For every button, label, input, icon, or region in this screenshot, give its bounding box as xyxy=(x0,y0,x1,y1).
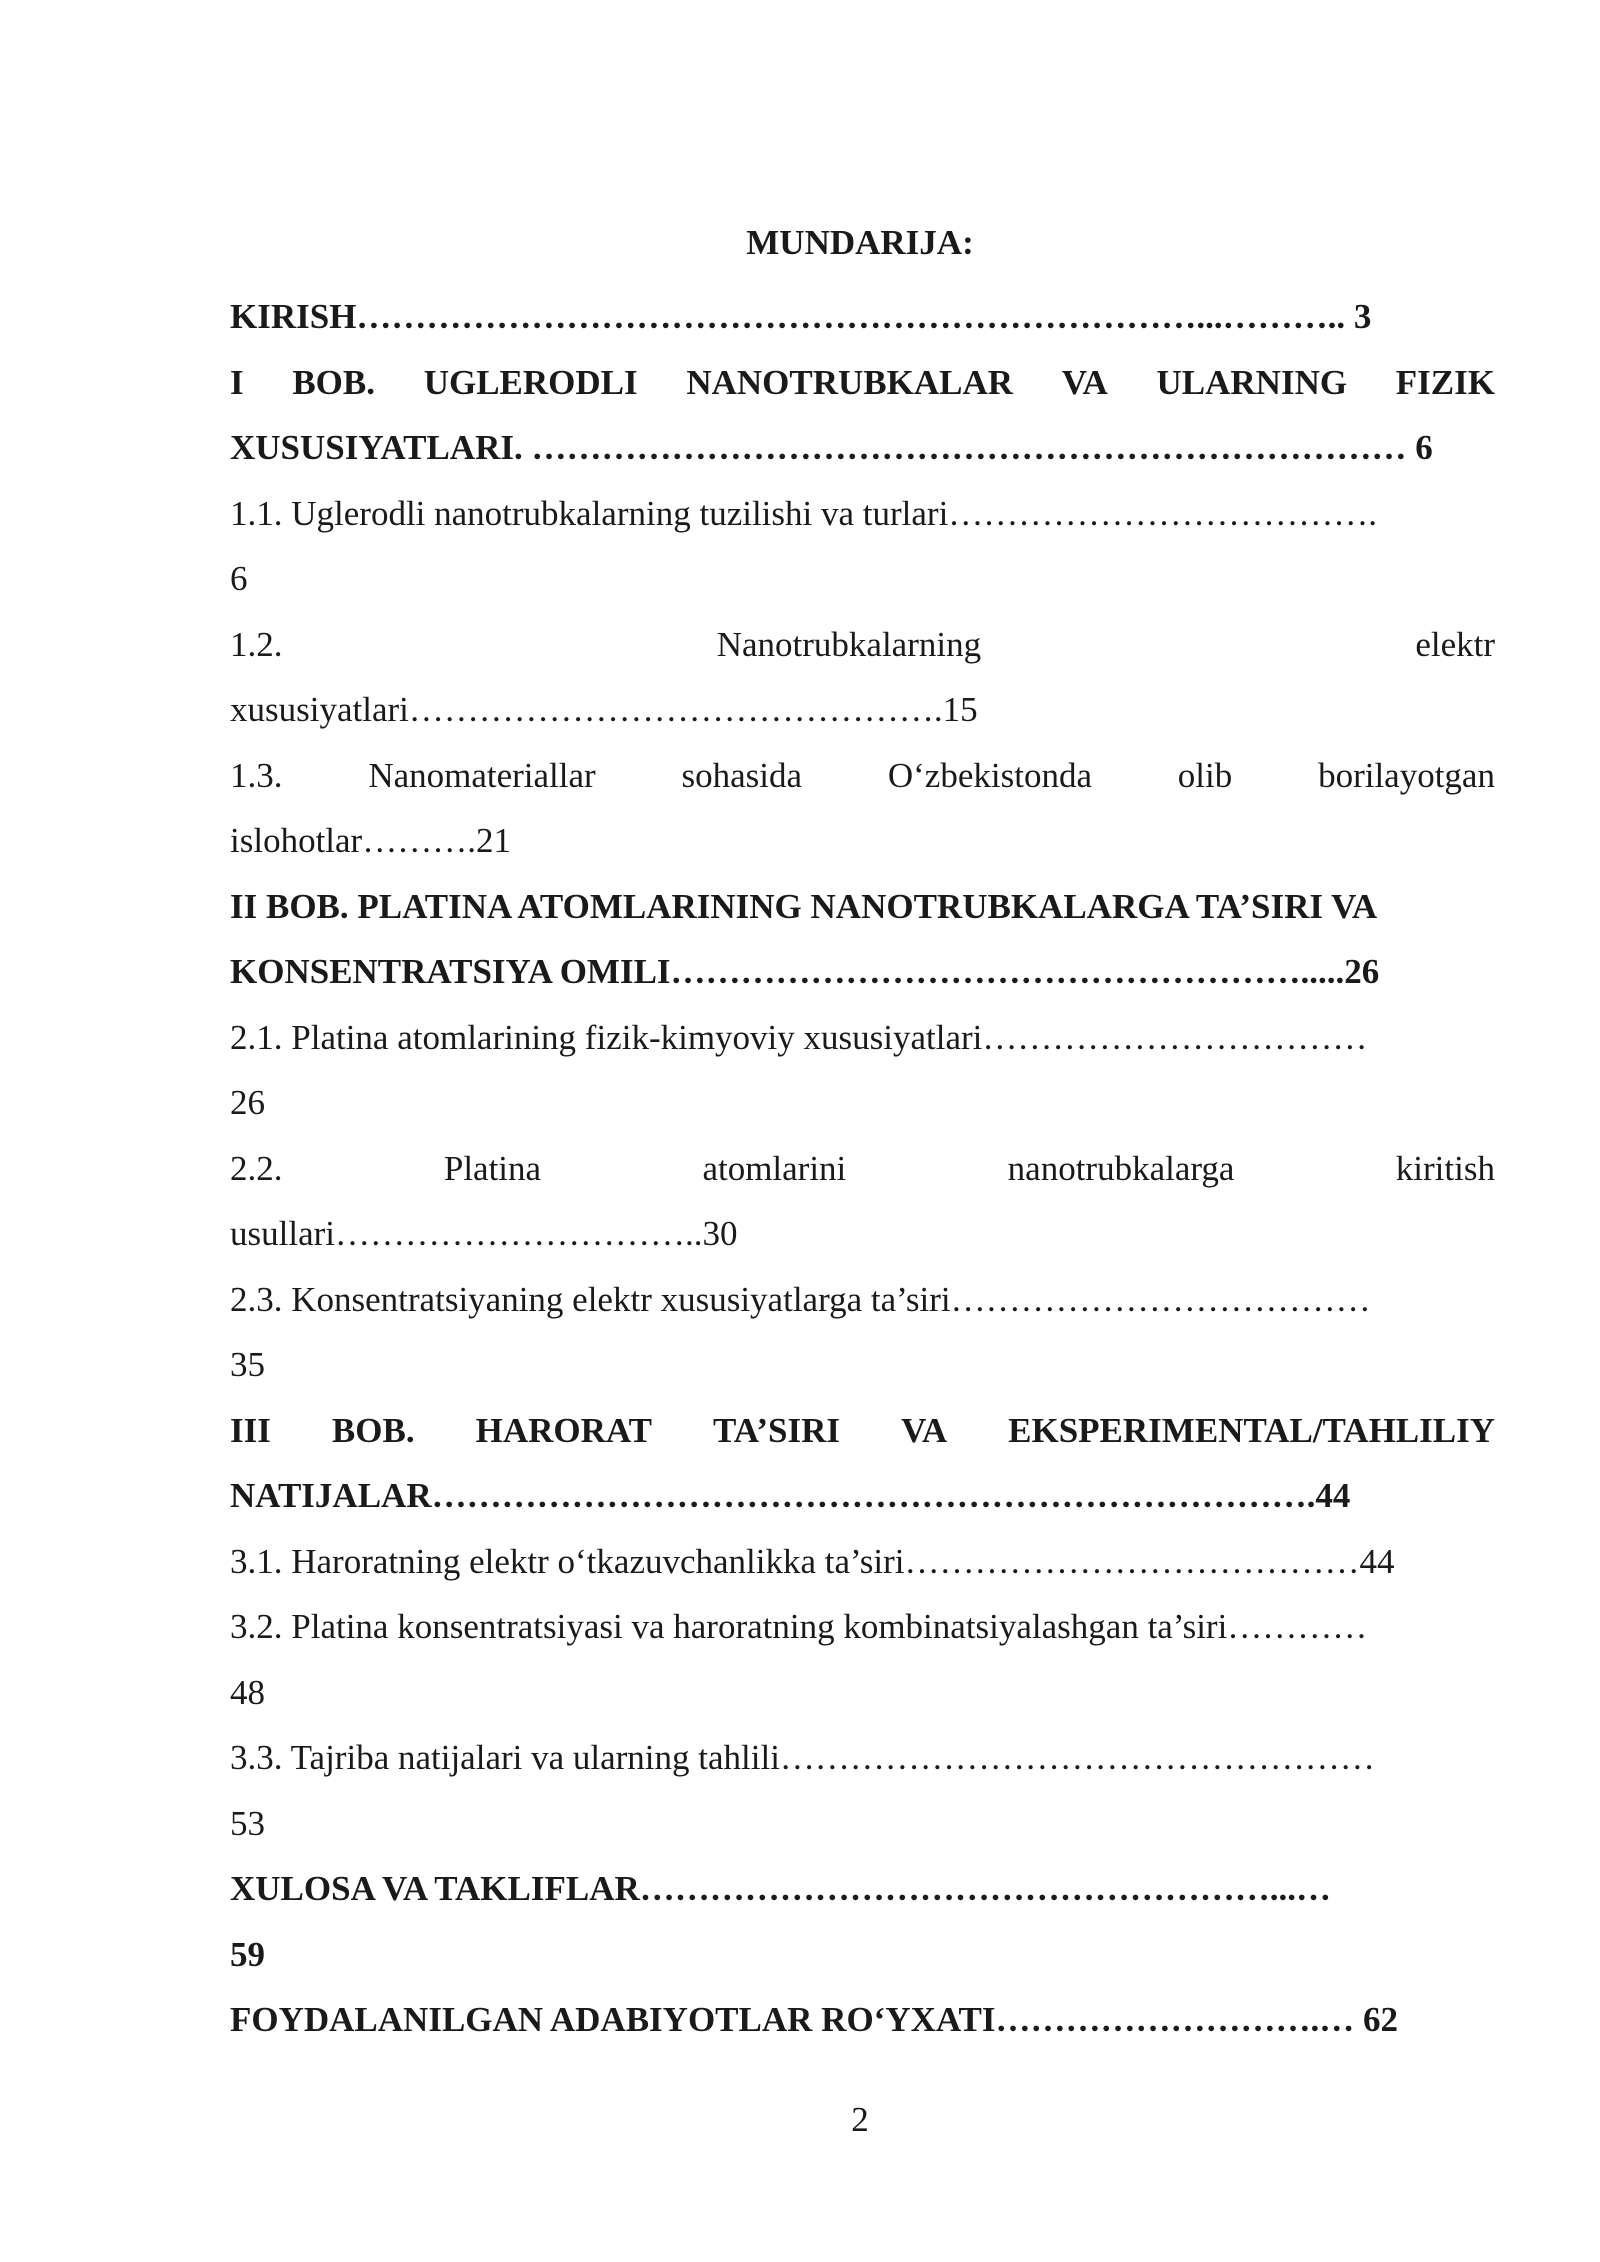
toc-word: borilayotgan xyxy=(1318,755,1495,795)
toc-word: nanotrubkalarga xyxy=(1007,1148,1235,1188)
toc-entry-2-2-line-2: usullari…………………………..30 xyxy=(230,1214,738,1253)
toc-word: III xyxy=(230,1410,271,1450)
toc-word: BOB. xyxy=(331,1410,415,1450)
toc-word: I xyxy=(230,362,244,402)
toc-entry-2-3-page: 35 xyxy=(230,1345,265,1384)
toc-word: EKSPERIMENTAL/TAHLILIY xyxy=(1008,1410,1495,1450)
page-number: 2 xyxy=(851,2100,869,2139)
toc-entry-chapter-3-line-1 xyxy=(230,1398,1495,1464)
toc-word: Nanotrubkalarning xyxy=(716,624,982,664)
toc-word: O‘zbekistonda xyxy=(887,755,1092,795)
toc-entry-2-1-page: 26 xyxy=(230,1083,265,1122)
toc-word: VA xyxy=(901,1410,948,1450)
toc-word: 2.2. xyxy=(230,1148,283,1188)
toc-word: Platina xyxy=(443,1148,542,1188)
toc-title: MUNDARIJA: xyxy=(746,223,974,262)
toc-entry-3-3-page: 53 xyxy=(230,1803,265,1843)
toc-entry-chapter-1-line-1 xyxy=(230,350,1495,416)
toc-word: 1.3. xyxy=(230,755,283,795)
toc-word: VA xyxy=(1061,362,1108,402)
toc-entry-1-3-line-2: islohotlar……….21 xyxy=(230,821,511,860)
toc-entry-chapter-2-line-1: II BOB. PLATINA ATOMLARINING NANOTRUBKALARGA TA’SIRI VA xyxy=(230,886,1378,926)
toc-word: FIZIK xyxy=(1395,362,1495,402)
toc-entry-3-2: 3.2. Platina konsentratsiyasi va haroratning kombinatsiyalashgan ta’siri………… xyxy=(230,1607,1368,1646)
table-of-contents xyxy=(230,284,1495,2053)
toc-entry-3-3: 3.3. Tajriba natijalari va ularning tahlili…………………………………………… xyxy=(230,1738,1375,1777)
toc-word: HARORAT xyxy=(475,1410,652,1450)
toc-entry-introduction: KIRISH………………………………………………………………...……….. 3 xyxy=(230,297,1372,336)
toc-entry-1-1: 1.1. Uglerodli nanotrubkalarning tuzilishi va turlari………………………………. xyxy=(230,493,1378,533)
toc-entry-3-2-page: 48 xyxy=(230,1672,265,1712)
toc-entry-1-2-line-1 xyxy=(230,612,1495,678)
toc-entry-3-1: 3.1. Haroratning elektr o‘tkazuvchanlikka ta’siri…………………………………44 xyxy=(230,1541,1395,1581)
toc-word: TA’SIRI xyxy=(712,1410,841,1450)
toc-word: Nanomateriallar xyxy=(368,755,596,795)
toc-entry-references: FOYDALANILGAN ADABIYOTLAR RO‘YXATI……………………….… 62 xyxy=(230,2000,1399,2039)
toc-word: elektr xyxy=(1415,624,1495,664)
toc-entry-2-1: 2.1. Platina atomlarining fizik-kimyoviy xususiyatlari…………………………… xyxy=(230,1017,1368,1057)
toc-word: kiritish xyxy=(1395,1148,1495,1188)
toc-word: NANOTRUBKALAR xyxy=(686,362,1014,402)
toc-word: sohasida xyxy=(681,755,803,795)
toc-entry-2-3: 2.3. Konsentratsiyaning elektr xususiyatlarga ta’siri……………………………… xyxy=(230,1279,1371,1319)
toc-word: BOB. xyxy=(292,362,375,402)
toc-entry-chapter-1-line-2: XUSUSIYATLARI. ………………………………………………………………… 6 xyxy=(230,428,1433,467)
toc-word: ULARNING xyxy=(1156,362,1348,402)
toc-entry-conclusion-page: 59 xyxy=(230,1934,265,1974)
toc-entry-conclusion: XULOSA VA TAKLIFLAR………………………………………………...… xyxy=(230,1869,1332,1908)
toc-entry-1-1-page: 6 xyxy=(230,559,248,598)
toc-word: UGLERODLI xyxy=(423,362,638,402)
toc-entry-1-2-line-2: xususiyatlari……………………………………….15 xyxy=(230,690,978,729)
toc-entry-2-2-line-1 xyxy=(230,1136,1495,1202)
toc-entry-chapter-3-line-2: NATIJALAR………………………………………………………………….44 xyxy=(230,1476,1351,1515)
toc-word: atomlarini xyxy=(702,1148,847,1188)
toc-word: olib xyxy=(1177,755,1233,795)
toc-entry-1-3-line-1 xyxy=(230,743,1495,809)
toc-word: 1.2. xyxy=(230,624,283,664)
toc-entry-chapter-2-line-2: KONSENTRATSIYA OMILI……………………………………………….....26 xyxy=(230,952,1380,991)
